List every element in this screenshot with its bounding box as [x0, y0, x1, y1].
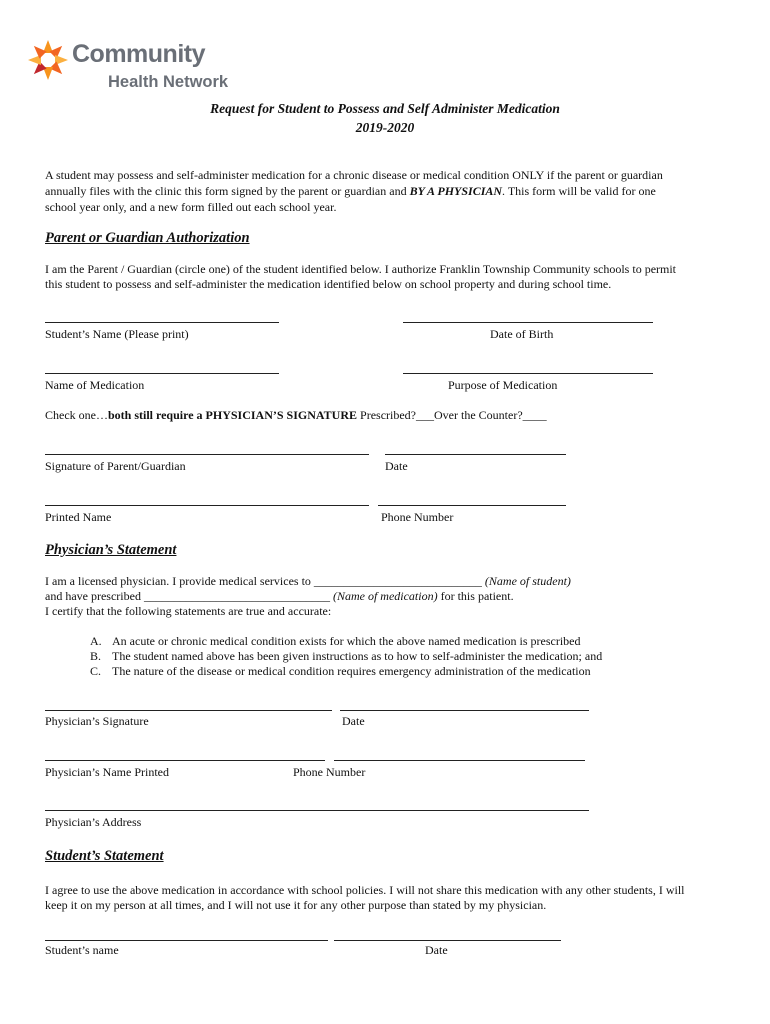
- parent-text-line1: I am the Parent / Guardian (circle one) of the student identified below. I authorize Franklin Township Community schools to permit: [45, 262, 677, 276]
- parent-signature-label: Signature of Parent/Guardian: [45, 459, 186, 473]
- physician-line3: I certify that the following statements are true and accurate:: [45, 604, 332, 618]
- physician-line2[interactable]: [45, 589, 514, 604]
- statement-item-a: [90, 634, 581, 649]
- physician-signature-field[interactable]: [45, 710, 332, 711]
- physician-phone-field[interactable]: [334, 760, 585, 761]
- check-one-options[interactable]: Prescribed?___Over the Counter?____: [357, 408, 547, 422]
- physician-name-field[interactable]: [45, 760, 325, 761]
- phone-number-field[interactable]: [378, 505, 566, 506]
- statement-marker: A.: [90, 634, 102, 648]
- phone-number-label: Phone Number: [381, 510, 454, 524]
- printed-name-field[interactable]: [45, 505, 369, 506]
- check-one-line[interactable]: [45, 408, 547, 423]
- student-text-line2: keep it on my person at all times, and I will not use it for any other purpose than stated by my physician.: [45, 898, 547, 912]
- physician-section-heading: Physician’s Statement: [45, 542, 177, 558]
- medication-purpose-label: Purpose of Medication: [448, 378, 558, 392]
- form-title: Request for Student to Possess and Self Administer Medication: [210, 101, 560, 116]
- medication-name-label: Name of Medication: [45, 378, 145, 392]
- logo-line2: Health Network: [108, 73, 229, 91]
- intro-line2-a: annually files with the clinic this form signed by the parent or guardian and: [45, 184, 410, 198]
- printed-name-label: Printed Name: [45, 510, 112, 524]
- physician-line1-hint: (Name of student): [484, 574, 571, 588]
- parent-date-label: Date: [385, 459, 408, 473]
- physician-line1[interactable]: [45, 574, 571, 589]
- date-of-birth-field[interactable]: [403, 322, 653, 323]
- intro-line2-c: . This form will be valid for one: [502, 184, 656, 198]
- physician-name-label: Physician’s Name Printed: [45, 765, 169, 779]
- intro-line2-b: BY A PHYSICIAN: [409, 184, 503, 198]
- student-date-label: Date: [425, 943, 448, 957]
- intro-line2: [45, 184, 656, 199]
- physician-date-field[interactable]: [340, 710, 589, 711]
- physician-line2-text: and have prescribed _______________________________: [45, 589, 333, 603]
- parent-text-line2: this student to possess and self-administer the medication identified below on school property and during school time.: [45, 277, 612, 291]
- date-of-birth-label: Date of Birth: [490, 327, 554, 341]
- student-section-heading: Student’s Statement: [45, 848, 164, 864]
- statement-item-c: [90, 664, 591, 679]
- student-text-line1: I agree to use the above medication in accordance with school policies. I will not share this medication with any other students, I will: [45, 883, 685, 897]
- logo-mark-icon: [26, 38, 70, 82]
- student-name-label: Student’s Name (Please print): [45, 327, 189, 341]
- check-one-prefix: Check one…: [45, 408, 108, 422]
- medication-name-field[interactable]: [45, 373, 279, 374]
- medication-purpose-field[interactable]: [403, 373, 653, 374]
- physician-address-field[interactable]: [45, 810, 589, 811]
- parent-section-heading: Parent or Guardian Authorization: [45, 230, 250, 246]
- check-one-emphasis: both still require a PHYSICIAN’S SIGNATURE: [107, 408, 358, 422]
- statement-marker: B.: [90, 649, 102, 663]
- physician-line1-text: I am a licensed physician. I provide medical services to ____________________________: [45, 574, 485, 588]
- statement-text: The student named above has been given instructions as to how to self-administer the medication; and: [112, 649, 603, 663]
- form-year: 2019-2020: [355, 120, 415, 135]
- student-name-sign-label: Student’s name: [45, 943, 119, 957]
- physician-signature-label: Physician’s Signature: [45, 714, 149, 728]
- student-date-field[interactable]: [334, 940, 561, 941]
- physician-line2-hint: (Name of medication): [332, 589, 438, 603]
- parent-date-field[interactable]: [385, 454, 566, 455]
- logo: [26, 38, 256, 98]
- statement-text: The nature of the disease or medical condition requires emergency administration of the medication: [112, 664, 591, 678]
- statement-marker: C.: [90, 664, 102, 678]
- student-name-field[interactable]: [45, 322, 279, 323]
- statement-item-b: [90, 649, 602, 664]
- parent-signature-field[interactable]: [45, 454, 369, 455]
- logo-line1: Community: [72, 40, 205, 68]
- physician-address-label: Physician’s Address: [45, 815, 142, 829]
- intro-line1: A student may possess and self-administer medication for a chronic disease or medical condition ONLY if the parent or guardian: [45, 168, 663, 182]
- physician-date-label: Date: [342, 714, 365, 728]
- physician-line2-end: for this patient.: [437, 589, 514, 603]
- physician-phone-label: Phone Number: [293, 765, 366, 779]
- intro-line3: school year only, and a new form filled out each school year.: [45, 200, 337, 214]
- statement-text: An acute or chronic medical condition exists for which the above named medication is prescribed: [112, 634, 581, 648]
- student-signature-field[interactable]: [45, 940, 328, 941]
